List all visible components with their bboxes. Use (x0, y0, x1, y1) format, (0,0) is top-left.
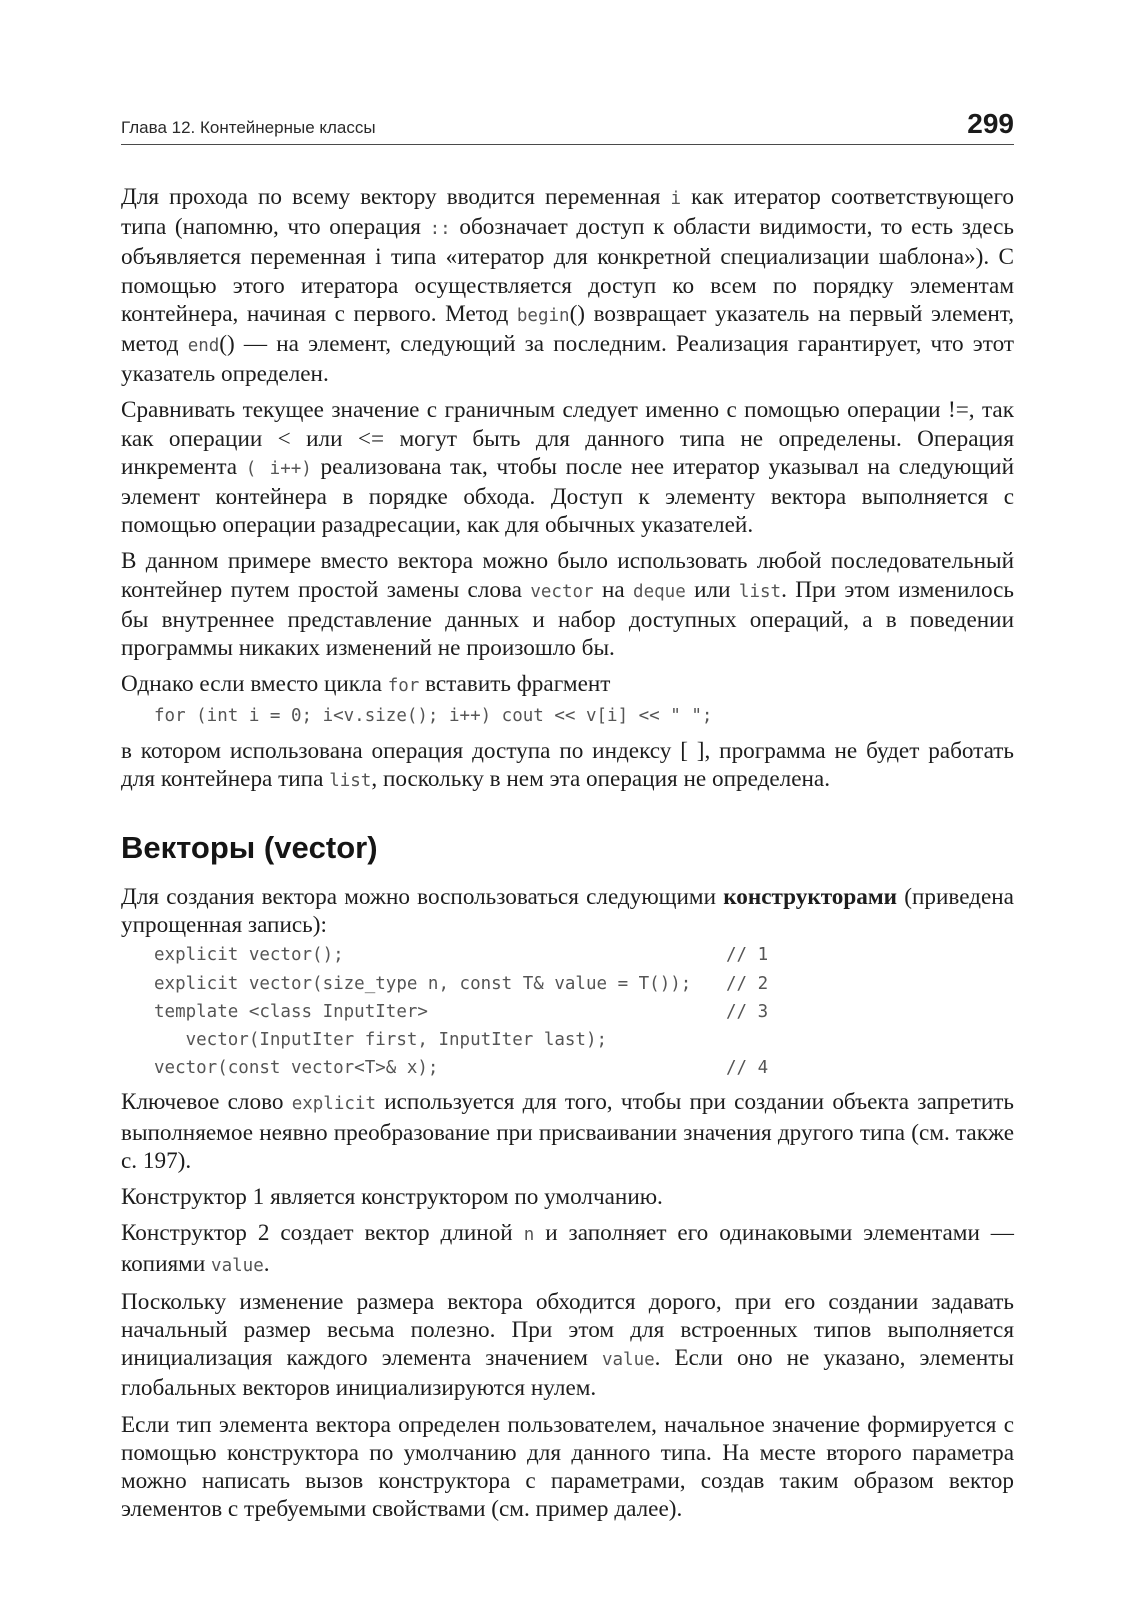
text-run: Для создания вектора можно воспользоваться следующими (121, 884, 724, 911)
text-run: Поскольку изменение размера вектора обходится дорого, при его создании задавать начальный размер весьма полезно. При этом для встроенных типов выполняется инициализация каждого элемента значением (121, 1288, 1014, 1372)
code-text: explicit vector(size_type n, const T& value = T()); (154, 973, 692, 994)
paragraph: Конструктор 1 является конструктором по умолчанию. (121, 1184, 663, 1211)
code-text: vector(const vector<T>& x); (154, 1058, 439, 1079)
paragraph (121, 183, 1014, 388)
code-comment: // 4 (726, 1058, 769, 1079)
paragraph (121, 883, 1014, 939)
text-run: . При этом изменилось бы внутреннее представление данных и набор доступных операций, а в поведении программы никаких изменений не произошло бы. (121, 576, 1015, 662)
running-header (121, 108, 1014, 145)
text-run: Ключевое слово (121, 1089, 292, 1116)
text-run: или (685, 576, 739, 603)
text-run: () возвращает указатель на первый элемент, метод (121, 300, 1014, 358)
code-comment: // 3 (726, 1001, 769, 1022)
code-text: vector(InputIter first, InputIter last); (154, 1030, 608, 1051)
paragraph (121, 670, 1014, 700)
paragraph (121, 396, 1014, 539)
text-run: на (593, 576, 634, 603)
text-run: вставить фрагмент (419, 671, 611, 698)
inline-code: list (738, 581, 782, 602)
code-text: template <class InputIter> (154, 1001, 428, 1022)
text-run: реализована так, чтобы после нее итератор указывал на следующий элемент контейнера в порядке обхода. Доступ к элементу вектора выполняется с помощью операции разадресации, как для обычных указателей. (121, 453, 1014, 539)
inline-code: value (601, 1350, 655, 1371)
code-line: for (int i = 0; i<v.size(); i++) cout << v[i] << " "; (154, 706, 713, 727)
chapter-title: Глава 12. Контейнерные классы (121, 118, 376, 137)
inline-code: i (670, 189, 682, 209)
inline-code: list (329, 770, 372, 791)
text-run: обозначает доступ к области видимости, то есть здесь объявляется переменная i типа «итератор для конкретной специализации шаблона»). С помощью этого итератора осуществляется доступ ко всем по порядку элементам контейнера, начиная с первого. Метод (121, 214, 1015, 327)
inline-code: end (187, 336, 220, 357)
text-run: как итератор соответствующего типа (напомню, что операция (121, 184, 1014, 241)
inline-code: begin (516, 305, 570, 326)
code-comment: // 1 (726, 945, 769, 966)
inline-code: value (211, 1255, 264, 1276)
text-run: (приведена упрощенная запись): (121, 884, 1014, 939)
page-number: 299 (967, 108, 1014, 139)
text-run: Сравнивать текущее значение с граничным следует именно с помощью операции !=, так как операции < или <= могут быть для данного типа не определены. Операция инкремента (121, 397, 1014, 480)
text-run: Конструктор 2 создает вектор длиной (121, 1220, 524, 1247)
inline-code: deque (633, 581, 686, 602)
paragraph (121, 1288, 1014, 1403)
text-run: в котором использована операция доступа по индексу [ ], программа не будет работать для контейнера типа (121, 737, 1014, 792)
inline-code: ( i++) (245, 458, 312, 479)
code-block-constructors (121, 941, 1014, 1082)
bold-term: конструкторами (723, 884, 898, 911)
inline-code: vector (530, 581, 594, 602)
inline-code: n (523, 1225, 535, 1246)
text-run: , поскольку в нем эта операция не определена. (371, 765, 831, 792)
text-run: и заполняет его одинаковыми элементами — копиями (121, 1220, 1014, 1277)
inline-code: explicit (291, 1094, 376, 1115)
inline-code: :: (429, 219, 451, 240)
code-block-loop (121, 702, 1014, 730)
paragraph (121, 1088, 1014, 1175)
section-heading: Векторы (vector) (121, 830, 378, 866)
code-line (154, 998, 1014, 1026)
text-run: используется для того, чтобы при создании объекта запретить выполняемое неявно преобразование при присваивании значения другого типа (см. также с. 197). (121, 1089, 1014, 1174)
text-run: Для прохода по всему вектору вводится переменная (121, 184, 671, 210)
text-run: . (263, 1250, 270, 1277)
inline-code: for (387, 676, 420, 697)
text-run: Однако если вместо цикла (121, 671, 388, 698)
code-line (154, 1054, 1014, 1082)
paragraph (121, 1219, 1014, 1279)
code-line (154, 970, 1014, 998)
code-line (154, 1026, 1014, 1054)
paragraph (121, 547, 1014, 662)
text-run: . Если оно не указано, элементы глобальных векторов инициализируются нулем. (121, 1345, 1014, 1402)
paragraph: Если тип элемента вектора определен пользователем, начальное значение формируется с помощью конструктора по умолчанию для данного типа. На месте второго параметра можно написать вызов конструктора с параметрами, создав таким образом вектор элементов с требуемыми свойствами (см. пример далее). (121, 1411, 1014, 1523)
code-line (154, 941, 1014, 969)
code-comment: // 2 (726, 973, 769, 994)
code-text: explicit vector(); (154, 945, 344, 966)
text-run: () — на элемент, следующий за последним. Реализация гарантирует, что этот указатель определен. (121, 331, 1014, 388)
paragraph (121, 737, 1014, 795)
page-body (121, 183, 1014, 1531)
text-run: В данном примере вместо вектора можно было использовать любой последовательный контейнер путем простой замены слова (121, 548, 1014, 603)
